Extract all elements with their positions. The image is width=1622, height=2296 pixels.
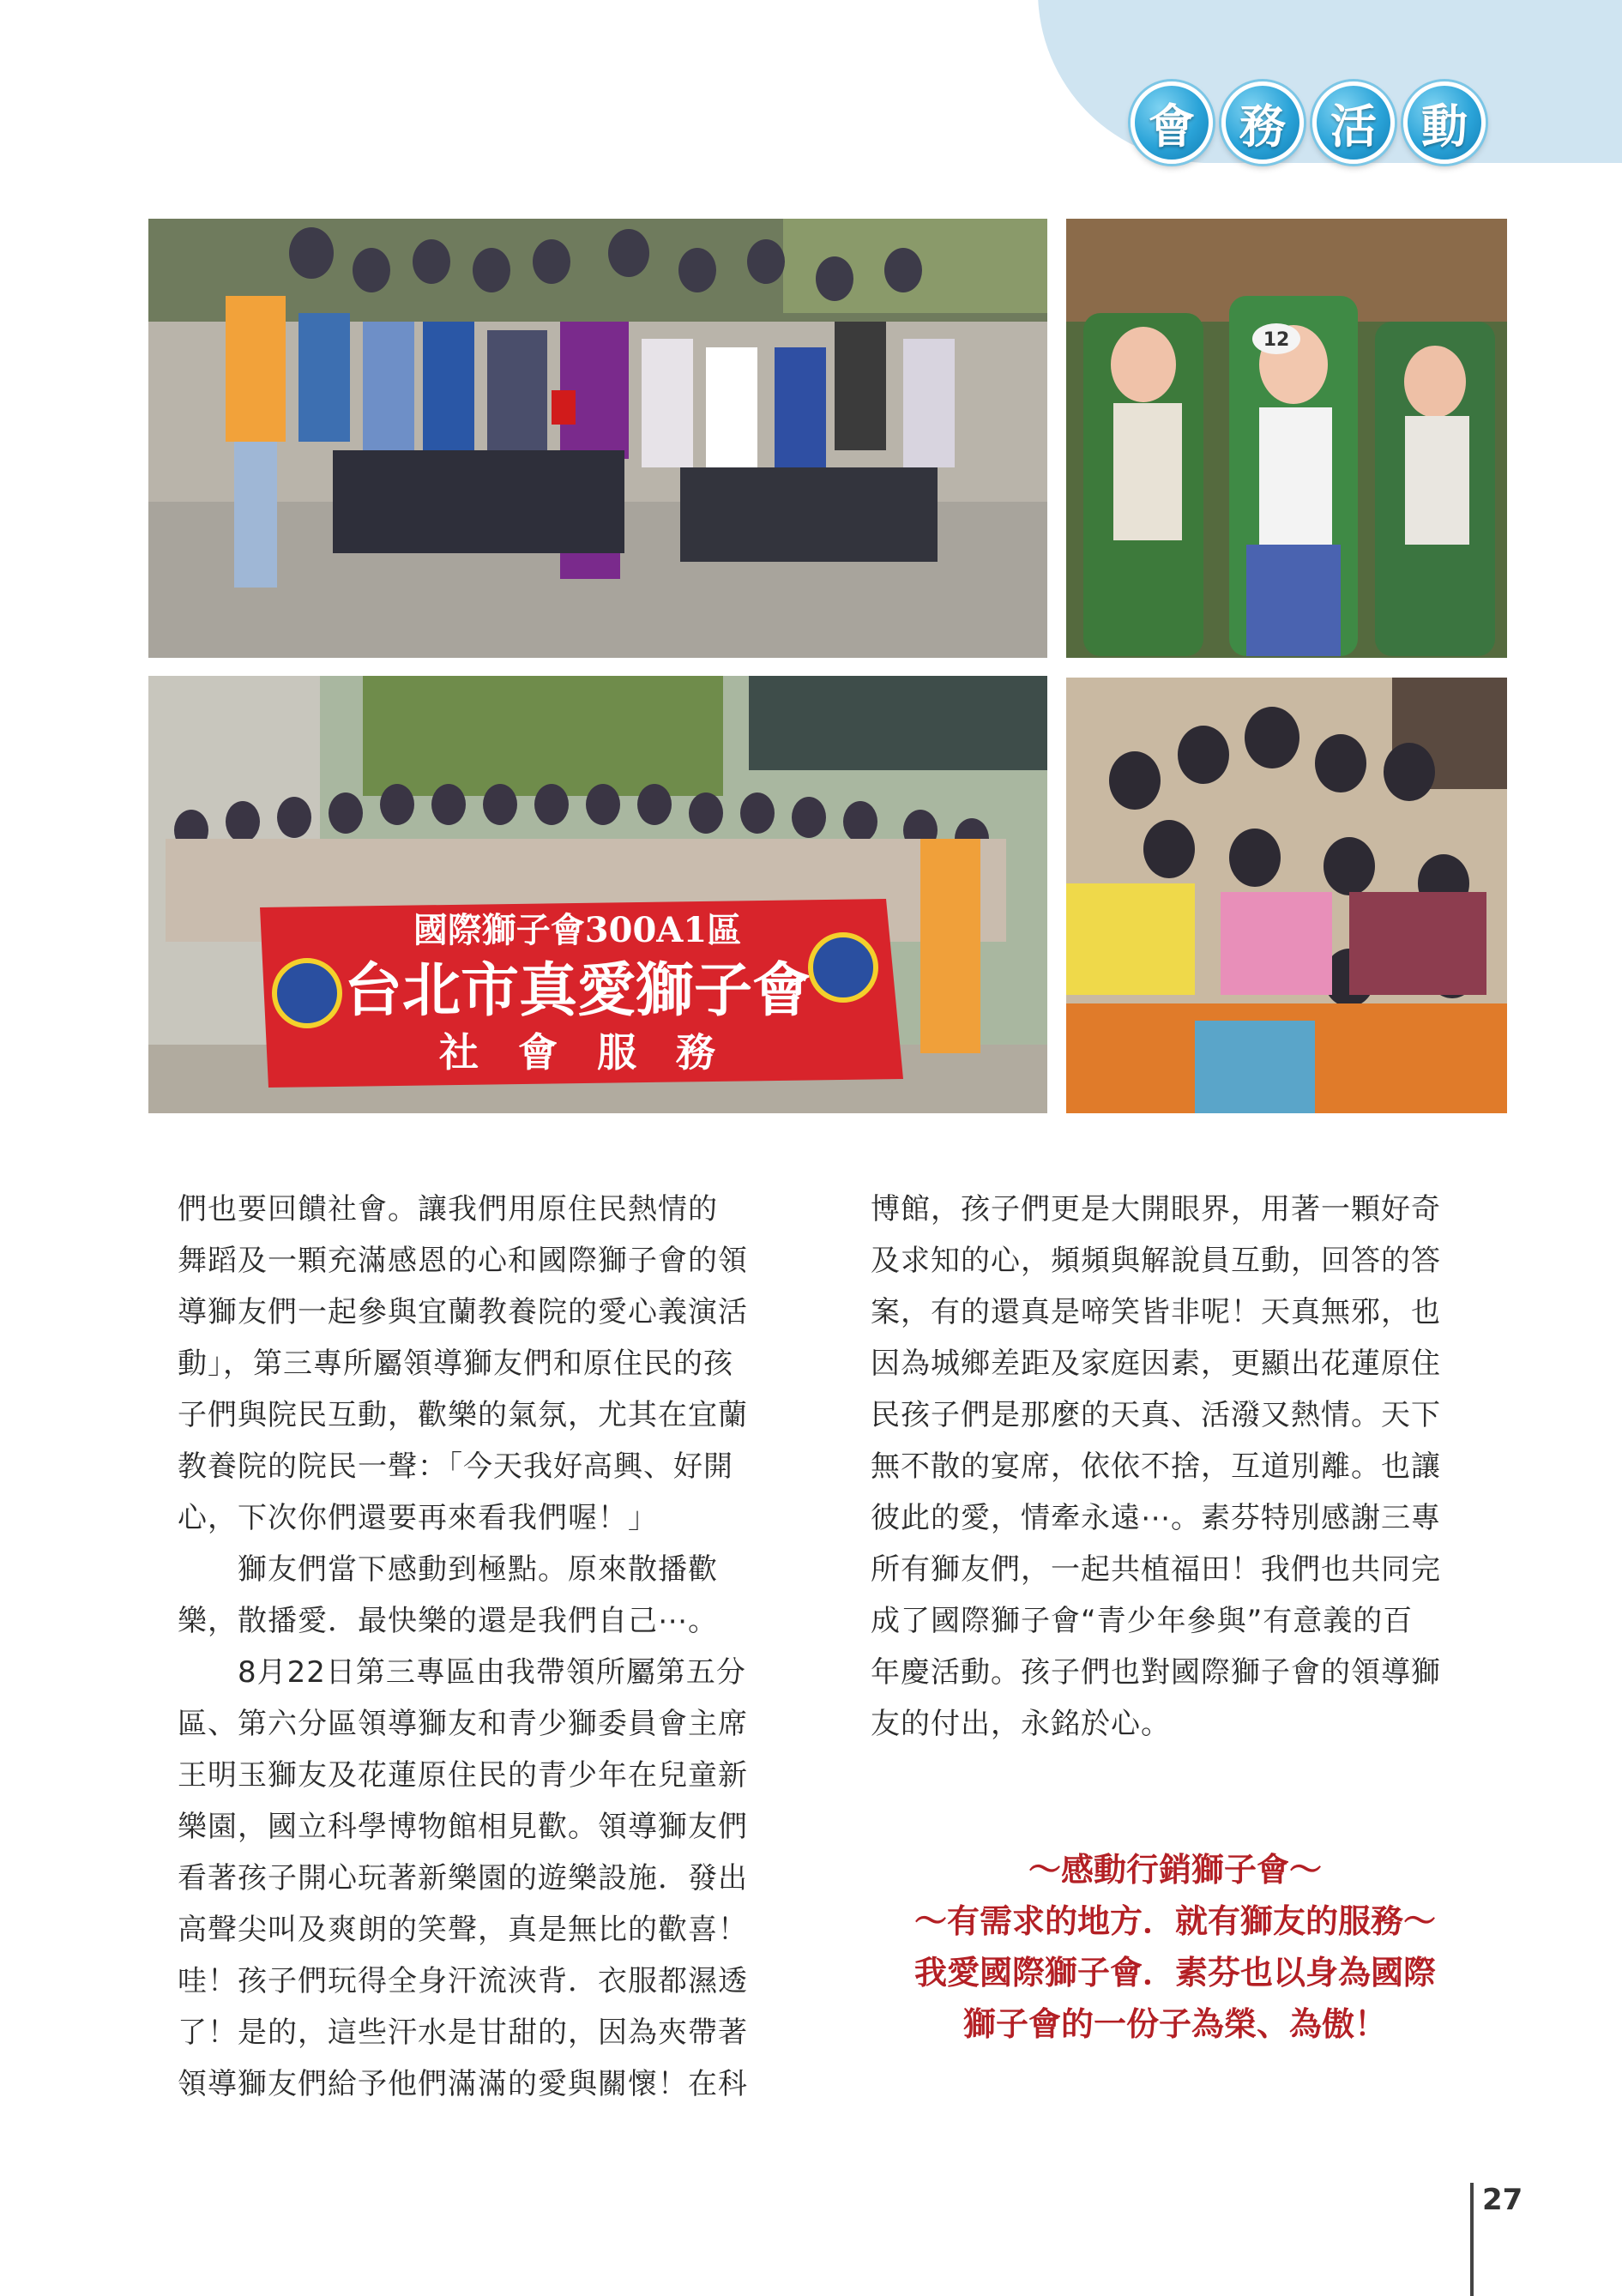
text-line: 高聲尖叫及爽朗的笑聲，真是無比的歡喜！ [178, 1913, 748, 1947]
text-line: 了！是的，這些汗水是甘甜的，因為夾帶著 [178, 2016, 748, 2050]
text-line: 案，有的還真是啼笑皆非呢！天真無邪，也 [871, 1295, 1441, 1329]
text-line: 王明玉獅友及花蓮原住民的青少年在兒童新 [178, 1758, 748, 1793]
text-line: 樂，散播愛．最快樂的還是我們自己⋯。 [178, 1604, 718, 1638]
text-line: 彼此的愛，情牽永遠⋯。素芬特別感謝三專 [871, 1501, 1441, 1535]
section-title-char: 會 [1131, 81, 1213, 164]
text-line: 教養院的院民一聲：「今天我好高興、好開 [178, 1449, 733, 1484]
banner-line-3: 社 會 服 務 [439, 1029, 715, 1076]
text-line: 子們與院民互動，歡樂的氣氛，尤其在宜蘭 [178, 1398, 748, 1432]
slogan-line: 獅子會的一份子為榮、為傲！ [962, 2005, 1387, 2043]
banner-line-1: 國際獅子會300A1區 [413, 910, 742, 950]
slogan-line: ～有需求的地方．就有獅友的服務～ [914, 1902, 1436, 1940]
text-line: 們也要回饋社會。讓我們用原住民熱情的 [178, 1192, 718, 1226]
text-line: 成了國際獅子會“青少年參與”有意義的百 [871, 1604, 1414, 1638]
group-photo-outdoor [148, 219, 1047, 658]
body-text-left [178, 1184, 782, 2110]
text-line: 所有獅友們，一起共植福田！我們也共同完 [871, 1552, 1441, 1587]
text-line: 樂園，國立科學博物館相見歡。領導獅友們 [178, 1810, 748, 1844]
section-title-char: 務 [1221, 81, 1304, 164]
slogan-line: ～感動行銷獅子會～ [1028, 1851, 1322, 1889]
text-line: 年慶活動。孩子們也對國際獅子會的領導獅 [871, 1655, 1441, 1690]
body-text-right [871, 1184, 1471, 1750]
text-line: 領導獅友們給予他們滿滿的愛與關懷！在科 [178, 2067, 748, 2101]
banner-group-photo [148, 676, 1047, 1113]
text-line: 及求知的心，頻頻與解說員互動，回答的答 [871, 1244, 1441, 1278]
text-line: 無不散的宴席，依依不捨，互道別離。也讓 [871, 1449, 1441, 1484]
text-line: 博館，孩子們更是大開眼界，用著一顆好奇 [871, 1192, 1441, 1226]
text-line: 獅友們當下感動到極點。原來散播歡 [178, 1552, 718, 1587]
text-line: 導獅友們一起參與宜蘭教養院的愛心義演活 [178, 1295, 748, 1329]
seat-number: 12 [1263, 329, 1290, 351]
indoor-group-photo [1066, 678, 1507, 1113]
amusement-ride-photo [1066, 219, 1507, 658]
text-line: 友的付出，永銘於心。 [871, 1707, 1171, 1741]
text-line: 民孩子們是那麼的天真、活潑又熱情。天下 [871, 1398, 1441, 1432]
section-title [1131, 81, 1486, 167]
section-title-char: 活 [1312, 81, 1395, 164]
text-line: 8月22日第三專區由我帶領所屬第五分 [178, 1655, 746, 1690]
slogan-line: 我愛國際獅子會．素芬也以身為國際 [914, 1954, 1436, 1992]
text-line: 因為城鄉差距及家庭因素，更顯出花蓮原住 [871, 1347, 1441, 1381]
slogan [858, 1844, 1492, 2050]
text-line: 看著孩子開心玩著新樂園的遊樂設施．發出 [178, 1861, 748, 1895]
text-line: 哇！孩子們玩得全身汗流浹背．衣服都濕透 [178, 1964, 748, 1998]
text-line: 區、第六分區領導獅友和青少獅委員會主席 [178, 1707, 748, 1741]
text-line: 動」，第三專所屬領導獅友們和原住民的孩 [178, 1347, 733, 1381]
text-line: 舞蹈及一顆充滿感恩的心和國際獅子會的領 [178, 1244, 748, 1278]
page-number: 27 [1482, 2183, 1523, 2217]
page-number-rule [1470, 2183, 1474, 2296]
text-line: 心，下次你們還要再來看我們喔！」 [178, 1501, 658, 1535]
section-title-char: 動 [1403, 81, 1486, 164]
banner-line-2: 台北市真愛獅子會 [343, 956, 811, 1025]
